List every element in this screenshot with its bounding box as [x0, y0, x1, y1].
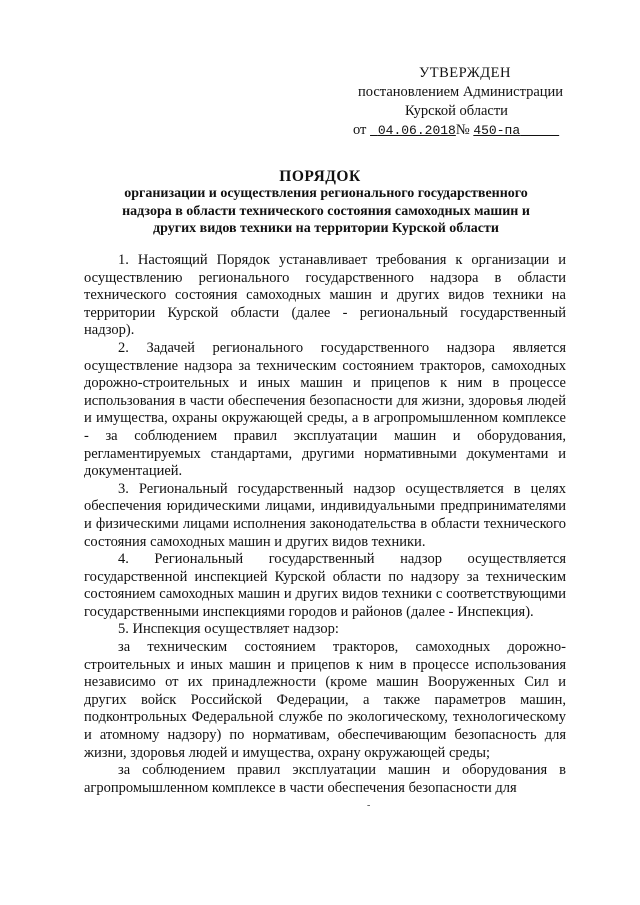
paragraph-4: 4. Региональный государственный надзор осуществляется государственной инспекцией Курской области по надзору за техническим состоянием самоходных машин и других видов техники с соответствующими государственными инспекциями городов и районов (далее - Инспекция). — [84, 551, 566, 620]
paragraph-5-item-2: за соблюдением правил эксплуатации машин и оборудования в агропромышленном комплексе в части обеспечения безопасности для — [84, 762, 566, 796]
from-label: от — [353, 122, 367, 138]
approval-block — [352, 64, 582, 140]
paragraph-5: 5. Инспекция осуществляет надзор: — [118, 621, 339, 638]
paragraph-3: 3. Региональный государственный надзор осуществляется в целях обеспечения юридическими лицами, индивидуальными предпринимателями и физическими лицами исполнения законодательства в области технического состояния самоходных машин и других видов техники. — [84, 480, 566, 550]
document-title: ПОРЯДОК — [279, 168, 361, 185]
approval-line-region: Курской области — [405, 103, 508, 119]
approval-date-number — [352, 121, 582, 140]
approval-line-decree: постановлением Администрации — [358, 84, 564, 100]
paragraph-5-item-1: за техническим состоянием тракторов, самоходных дорожно-строительных и иных машин и прицепов к ним в процессе использования независимо от их принадлежности (кроме машин Вооруженных Сил и других войск Российской Федерации, а также параметров машин, подконтрольных Федеральной службе по экологическому, технологическому и атомному надзору) по нормативам, обеспечивающим безопасность для жизни, здоровья людей и имущества, охрану окружающей среды; — [84, 639, 566, 761]
paragraph-1: 1. Настоящий Порядок устанавливает требования к организации и осуществлению регионального государственного надзора в области технического состояния самоходных машин и других видов техники на территории Курской области (далее - региональный государственный надзор). — [84, 252, 566, 339]
approval-date: 04.06.2018 — [377, 123, 456, 138]
document-body — [84, 252, 566, 797]
document-subtitle: организации и осуществления регионального государственного надзора в области технического состояния самоходных машин и других видов техники на территории Курской области — [122, 186, 530, 236]
approval-status: УТВЕРЖДЕН — [419, 65, 511, 81]
approval-number: 450-па — [473, 123, 521, 138]
stray-mark: - — [367, 800, 371, 811]
paragraph-2: 2. Задачей регионального государственного надзора является осуществление надзора за техническим состоянием тракторов, самоходных дорожно-строительных и иных машин и прицепов к ним в процессе использования в части обеспечения безопасности для жизни, здоровья людей и имущества, охраны окружающей среды, а в агропромышленном комплексе - за соблюдением правил эксплуатации машин и оборудования, регламентируемых стандартами, другими нормативными документами и документацией. — [84, 339, 566, 480]
number-label: № — [455, 122, 470, 138]
